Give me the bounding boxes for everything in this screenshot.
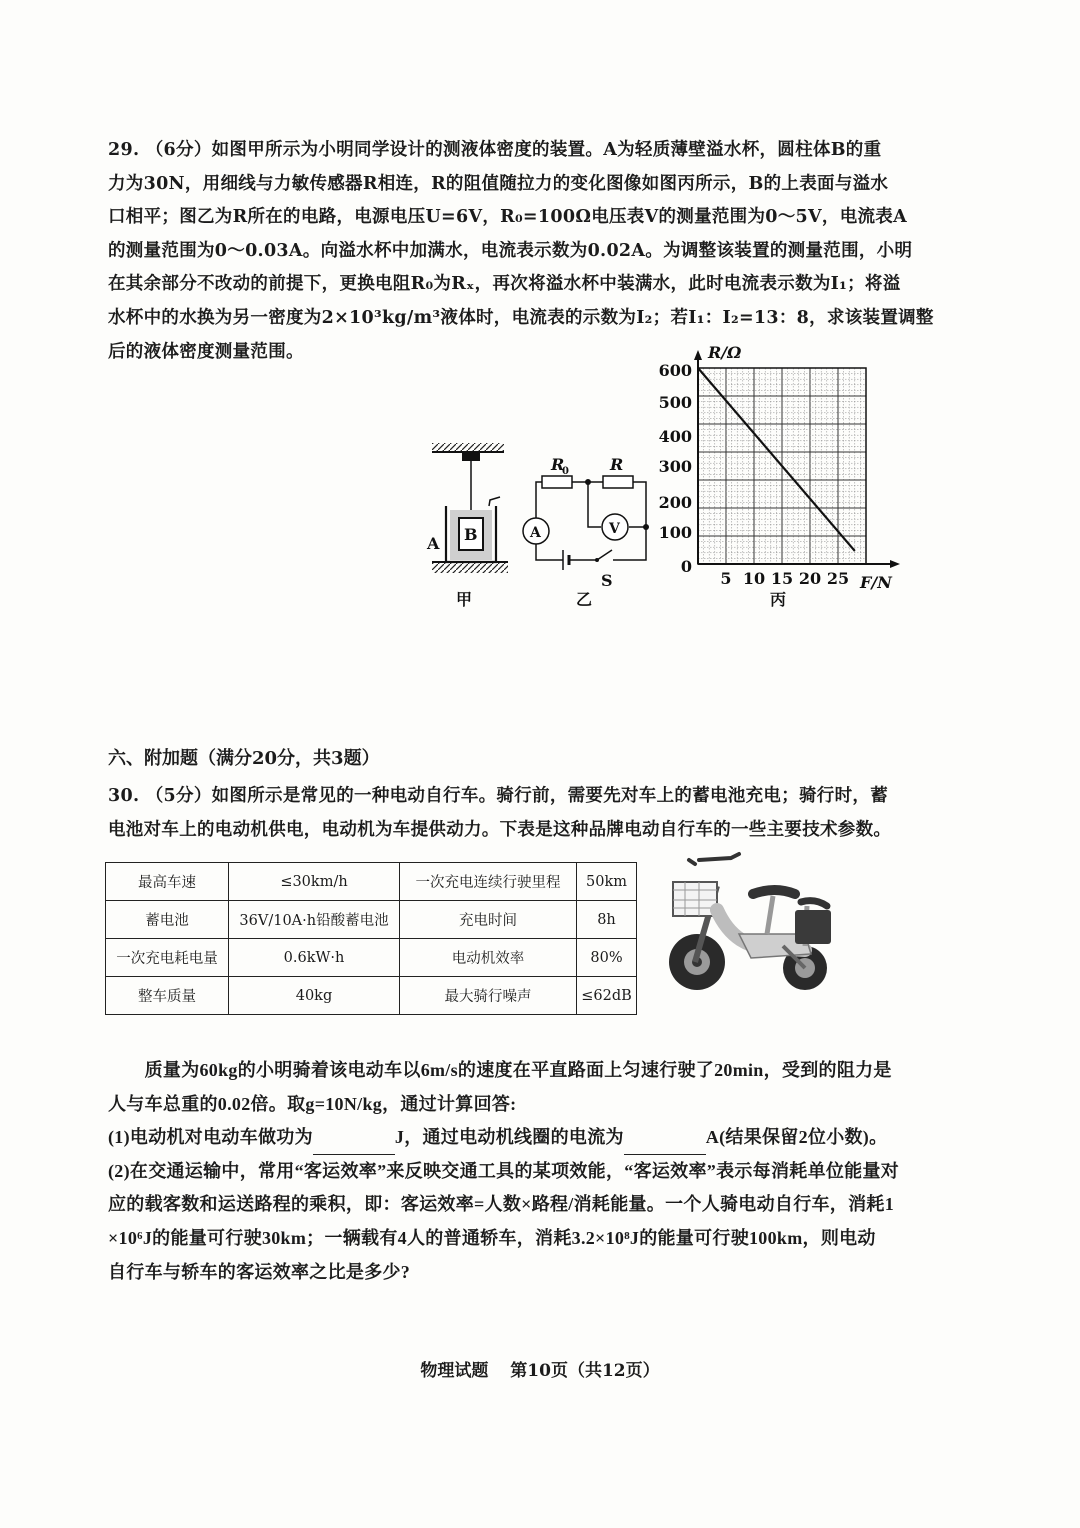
r0-subscript: 0 bbox=[562, 466, 569, 477]
table-cell: 50km bbox=[577, 863, 637, 901]
r-label: R bbox=[610, 455, 624, 474]
answer-blank-current[interactable] bbox=[624, 1136, 706, 1155]
junction-left bbox=[585, 479, 591, 485]
q30-body-line: 人与车总重的0.02倍。取g=10N/kg，通过计算回答: bbox=[108, 1093, 517, 1114]
table-cell: 80% bbox=[577, 939, 637, 977]
q30-body-line: 质量为60kg的小明骑着该电动车以6m/s的速度在平直路面上匀速行驶了20min，受到的阻力是 bbox=[108, 1060, 892, 1080]
ammeter-label: A bbox=[530, 525, 541, 541]
caption-jia: 甲 bbox=[456, 590, 473, 609]
y-axis-arrow bbox=[694, 350, 702, 360]
q30-line: 电池对车上的电动机供电，电动机为车提供动力。下表是这种品牌电动自行车的一些主要技术参数。 bbox=[108, 819, 892, 840]
q30-sub2-line: ×10⁶J的能量可行驶30km；一辆载有4人的普通轿车，消耗3.2×10⁸J的能量可行驶100km，则电动 bbox=[108, 1227, 876, 1248]
table-cell: ≤62dB bbox=[577, 977, 637, 1015]
ceiling-hatch bbox=[432, 443, 504, 452]
caption-bing: 丙 bbox=[770, 590, 787, 609]
table-cell: ≤30km/h bbox=[229, 863, 400, 901]
y-tick-label: 100 bbox=[658, 523, 692, 542]
table-cell: 最大骑行噪声 bbox=[400, 977, 577, 1015]
resistor-r0 bbox=[542, 476, 572, 488]
y-tick-label: 600 bbox=[658, 361, 692, 380]
table-cell: 40kg bbox=[229, 977, 400, 1015]
switch-label: S bbox=[601, 571, 613, 590]
section-title: 六、附加题（满分20分，共3题） bbox=[108, 748, 380, 769]
table-row bbox=[106, 939, 637, 977]
x-tick-label: 20 bbox=[798, 569, 822, 588]
cup-label: A bbox=[427, 534, 440, 553]
table-cell: 整车质量 bbox=[106, 977, 229, 1015]
figure-jia bbox=[426, 443, 508, 609]
y-tick-label: 0 bbox=[680, 557, 692, 576]
q30-sub2-line: 应的载客数和运送路程的乘积，即：客运效率=人数×路程/消耗能量。一个人骑电动自行车，消耗1 bbox=[108, 1194, 895, 1215]
table-row bbox=[106, 977, 637, 1015]
table-cell: 36V/10A·h铅酸蓄电池 bbox=[229, 901, 400, 939]
table-cell: 8h bbox=[577, 901, 637, 939]
table-cell: 充电时间 bbox=[400, 901, 577, 939]
sub1-text: J，通过电动机线圈的电流为 bbox=[394, 1127, 624, 1148]
x-tick-label: 10 bbox=[742, 569, 766, 588]
q29-line: 在其余部分不改动的前提下，更换电阻R₀为Rₓ，再次将溢水杯中装满水，此时电流表示数为I₁；将溢 bbox=[108, 274, 901, 295]
q30-line: 30. （5分）如图所示是常见的一种电动自行车。骑行前，需要先对车上的蓄电池充电；骑行时，蓄 bbox=[108, 786, 889, 806]
x-tick-label: 25 bbox=[826, 569, 850, 588]
force-sensor bbox=[462, 452, 480, 461]
chart-bing bbox=[659, 343, 900, 609]
y-tick-label: 300 bbox=[658, 457, 692, 476]
table-cell: 一次充电连续行驶里程 bbox=[400, 863, 577, 901]
electric-bike-icon bbox=[655, 850, 835, 1000]
q29-line: 29. （6分）如图甲所示为小明同学设计的测液体密度的装置。A为轻质薄壁溢水杯，圆柱体B的重 bbox=[108, 140, 882, 160]
table-cell: 一次充电耗电量 bbox=[106, 939, 229, 977]
wire-outer bbox=[536, 482, 646, 560]
q29-line: 后的液体密度测量范围。 bbox=[108, 341, 304, 362]
q30-sub1 bbox=[108, 1121, 900, 1155]
spec-table bbox=[105, 862, 637, 1015]
resistor-r bbox=[603, 476, 633, 488]
x-axis-arrow bbox=[890, 560, 900, 568]
spout bbox=[489, 497, 500, 506]
sub1-text: A(结果保留2位小数)。 bbox=[705, 1127, 888, 1148]
table-row bbox=[106, 863, 637, 901]
q30-intro bbox=[108, 780, 900, 847]
y-axis-label: R/Ω bbox=[708, 343, 742, 362]
r0-label: R bbox=[551, 455, 565, 474]
x-tick-label: 5 bbox=[720, 569, 732, 588]
switch-blade bbox=[597, 550, 612, 560]
wire-v-left bbox=[588, 482, 601, 527]
q29-line: 水杯中的水换为另一密度为2×10³kg/m³液体时，电流表的示数为I₂；若I₁：I₂=13：8，求该装置调整 bbox=[108, 307, 934, 328]
table-cell: 蓄电池 bbox=[106, 901, 229, 939]
page-footer bbox=[0, 1356, 1080, 1381]
table-row bbox=[106, 901, 637, 939]
q29-line: 力为30N，用细线与力敏传感器R相连，R的阻值随拉力的变化图像如图丙所示，B的上表面与溢水 bbox=[108, 173, 889, 194]
x-tick-label: 15 bbox=[770, 569, 794, 588]
junction-right bbox=[643, 524, 649, 530]
answer-blank-work[interactable] bbox=[313, 1136, 395, 1155]
y-tick-label: 400 bbox=[658, 427, 692, 446]
table-cell: 最高车速 bbox=[106, 863, 229, 901]
table-hatch bbox=[432, 563, 508, 573]
y-tick-label: 200 bbox=[658, 493, 692, 512]
q30-sub2-line: 自行车与轿车的客运效率之比是多少? bbox=[108, 1261, 411, 1282]
q29-line: 口相平；图乙为R所在的电路，电源电压U=6V，R₀=100Ω电压表V的测量范围为0～5V，电流表A bbox=[108, 207, 907, 228]
figure-yi bbox=[523, 455, 649, 609]
table-cell: 0.6kW·h bbox=[229, 939, 400, 977]
sub1-text: (1)电动机对电动车做功为 bbox=[108, 1127, 313, 1148]
x-axis-label: F/N bbox=[860, 573, 892, 592]
wire-bottom-left bbox=[536, 544, 563, 560]
q30-sub2-line: (2)在交通运输中，常用“客运效率”来反映交通工具的某项效能，“客运效率”表示每消耗单位能量对 bbox=[108, 1160, 900, 1181]
footer-page: 第10页（共12页） bbox=[510, 1361, 660, 1381]
y-tick-label: 500 bbox=[658, 393, 692, 412]
q30-body bbox=[108, 1054, 900, 1289]
cylinder-label: B bbox=[464, 525, 478, 544]
caption-yi: 乙 bbox=[576, 590, 593, 609]
footer-subject: 物理试题 bbox=[420, 1361, 489, 1381]
table-cell: 电动机效率 bbox=[400, 939, 577, 977]
voltmeter-label: V bbox=[609, 521, 620, 537]
q29-line: 的测量范围为0～0.03A。向溢水杯中加满水，电流表示数为0.02A。为调整该装置的测量范围，小明 bbox=[108, 240, 913, 261]
